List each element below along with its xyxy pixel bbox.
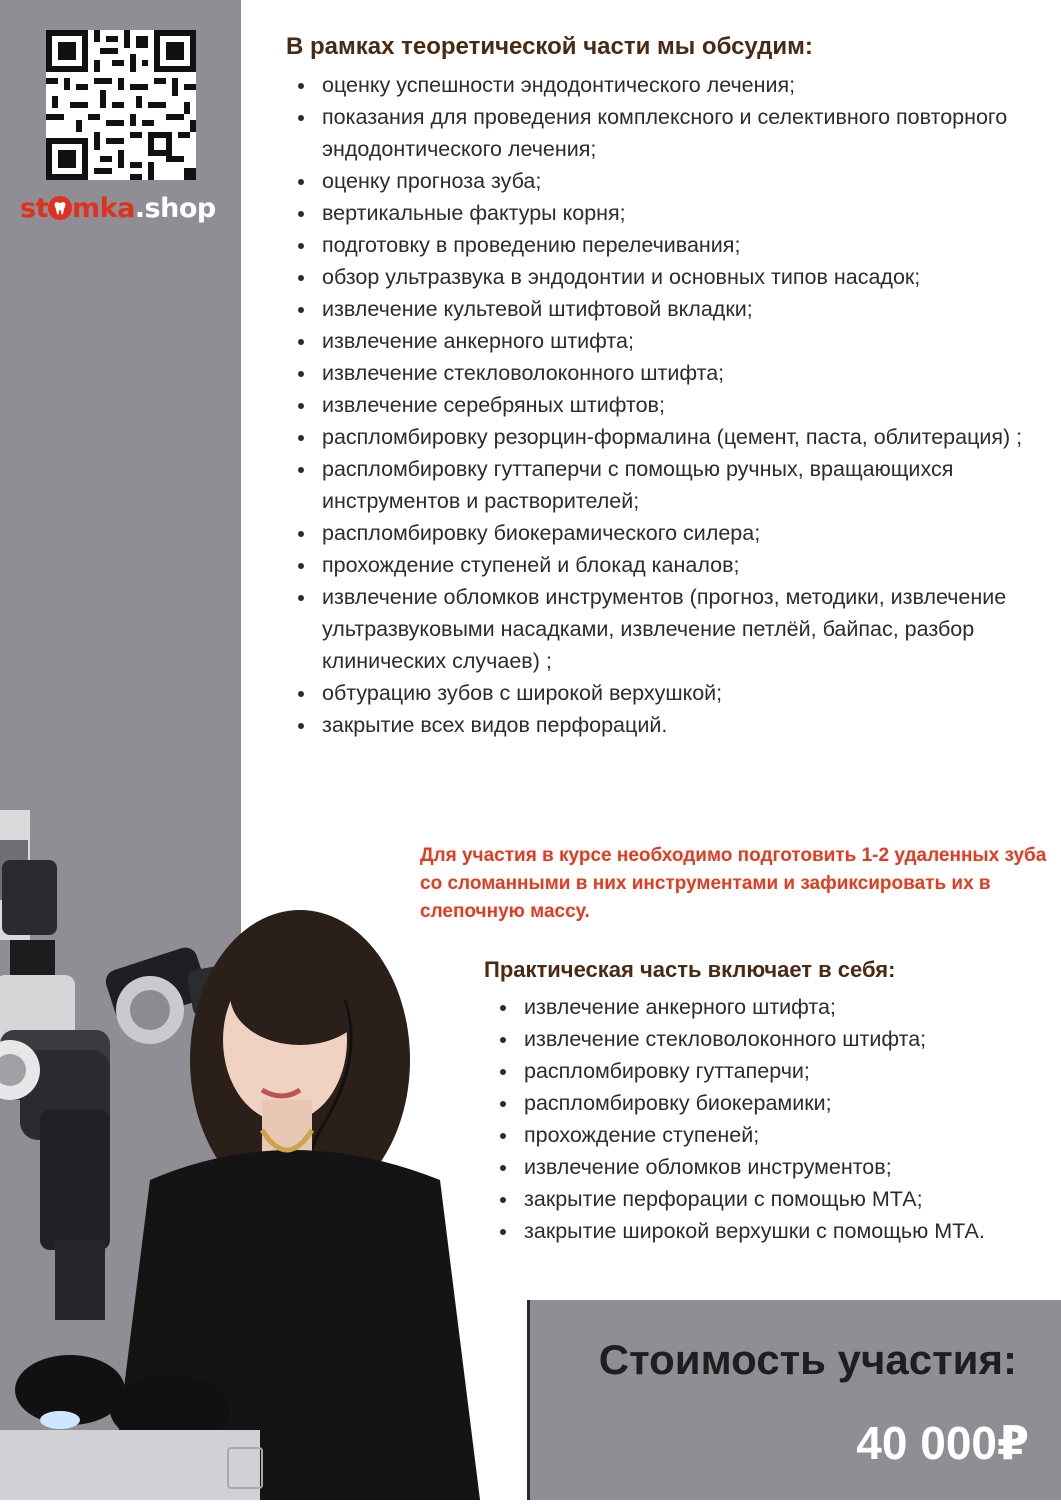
list-item: прохождение ступеней;	[488, 1119, 1048, 1151]
price-value: 40 000₽	[856, 1417, 1029, 1469]
practice-title: Практическая часть включает в себя:	[484, 957, 896, 982]
list-item: извлечение серебряных штифтов;	[286, 389, 1046, 421]
theory-list	[286, 69, 1046, 741]
list-item: извлечение культевой штифтовой вкладки;	[286, 293, 1046, 325]
practice-list	[488, 991, 1048, 1247]
list-item: извлечение анкерного штифта;	[488, 991, 1048, 1023]
brand-part-1: st	[20, 193, 48, 224]
brand-part-2: mka	[71, 193, 135, 224]
list-item: обтурацию зубов с широкой верхушкой;	[286, 677, 1046, 709]
list-item: распломбировку резорцин-формалина (цемент, паста, облитерация) ;	[286, 421, 1046, 453]
list-item: закрытие всех видов перфораций.	[286, 709, 1046, 741]
list-item: закрытие широкой верхушки с помощью МТА.	[488, 1215, 1048, 1247]
list-item: распломбировку биокерамического силера;	[286, 517, 1046, 549]
brand-part-3: .shop	[134, 193, 216, 224]
list-item: распломбировку гуттаперчи с помощью ручных, вращающихся инструментов и растворителей;	[286, 453, 1046, 517]
list-item: извлечение стекловолоконного штифта;	[286, 357, 1046, 389]
price-box	[527, 1300, 1061, 1500]
list-item: оценку успешности эндодонтического лечения;	[286, 69, 1046, 101]
list-item: извлечение стекловолоконного штифта;	[488, 1023, 1048, 1055]
list-item: извлечение анкерного штифта;	[286, 325, 1046, 357]
list-item: оценку прогноза зуба;	[286, 165, 1046, 197]
list-item: показания для проведения комплексного и селективного повторного эндодонтического лечения;	[286, 101, 1046, 165]
list-item: вертикальные фактуры корня;	[286, 197, 1046, 229]
qr-code-icon[interactable]	[46, 30, 196, 180]
theory-title: В рамках теоретической части мы обсудим:	[286, 33, 813, 60]
list-item: распломбировку биокерамики;	[488, 1087, 1048, 1119]
list-item: извлечение обломков инструментов;	[488, 1151, 1048, 1183]
brand-logo[interactable]	[20, 193, 230, 224]
list-item: прохождение ступеней и блокад каналов;	[286, 549, 1046, 581]
list-item: извлечение обломков инструментов (прогноз, методики, извлечение ультразвуковыми насадками, извлечение петлёй, байпас, разбор клинических случаев) ;	[286, 581, 1046, 677]
list-item: обзор ультразвука в эндодонтии и основных типов насадок;	[286, 261, 1046, 293]
list-item: распломбировку гуттаперчи;	[488, 1055, 1048, 1087]
price-label: Стоимость участия:	[598, 1336, 1017, 1383]
logo-emblem-icon	[228, 1448, 262, 1488]
participation-notice: Для участия в курсе необходимо подготовить 1-2 удаленных зуба со сломанными в них инструментами и зафиксировать их в слепочную массу.	[420, 845, 1047, 922]
doctor-microscope-photo	[0, 800, 530, 1500]
tooth-icon	[48, 196, 72, 220]
list-item: подготовку в проведению перелечивания;	[286, 229, 1046, 261]
list-item: закрытие перфорации с помощью МТА;	[488, 1183, 1048, 1215]
